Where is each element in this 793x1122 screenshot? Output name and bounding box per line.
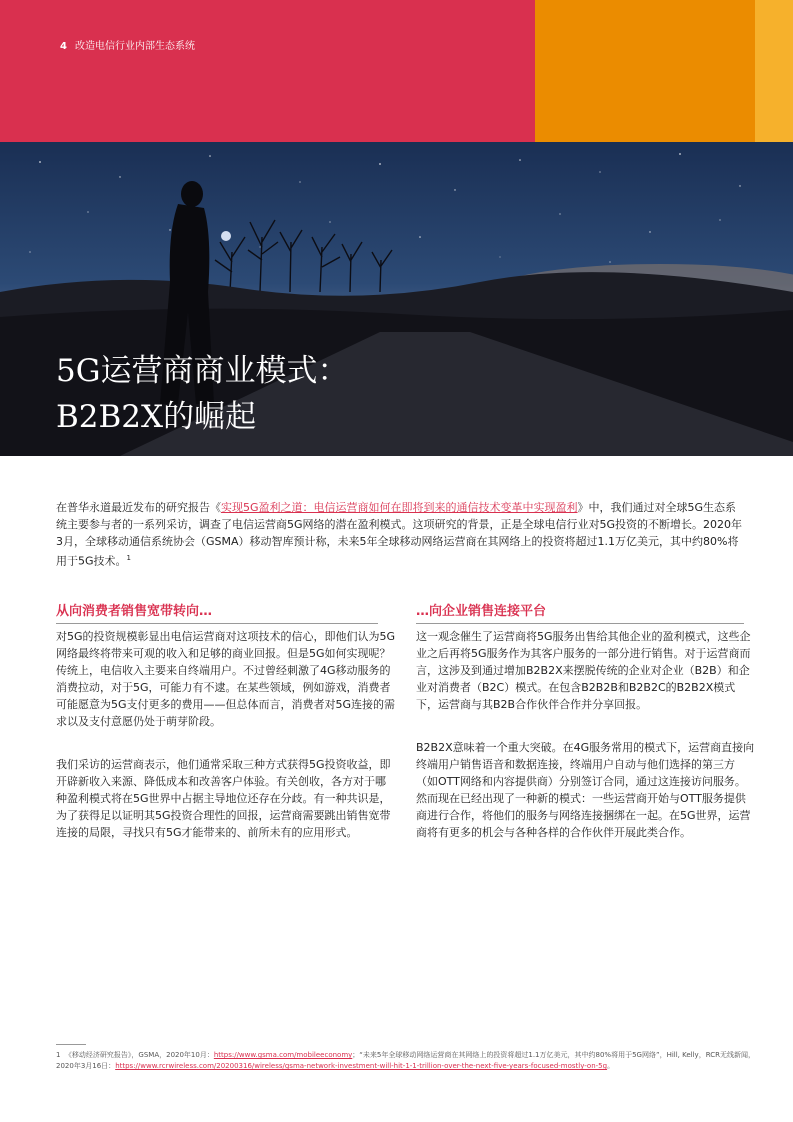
left-paragraph-1: 对5G的投资规模彰显出电信运营商对这项技术的信心，即他们认为5G网络最终将带来可观的收入和足够的商业回报。但是5G如何实现呢？传统上，电信收入主要来自终端用户。不过曾经刺激了4G移动服务的消费拉动，对于5G，可能力有不逮。在某些领域，例如游戏，消费者可能愿意为5G支付更多的费用——但总体而言，消费者对5G连接的需求以及支付意愿仍处于萌芽阶段。	[56, 630, 396, 728]
intro-paragraph	[56, 499, 744, 570]
hero-title-line-2: B2B2X的崛起	[56, 399, 257, 435]
hero-title	[56, 348, 349, 440]
stars	[29, 153, 740, 263]
hero-title-line-1: 5G运营商商业模式：	[56, 353, 349, 389]
right-column-heading: …向企业销售连接平台	[416, 604, 547, 619]
left-paragraph-2: 我们采访的运营商表示，他们通常采取三种方式获得5G投资收益，即开辟新收入来源、降低成本和改善客户体验。有关创收，各方对于哪种盈利模式将在5G世界中占据主导地位还存在分歧。有一种共识是，为了获得足以证明其5G投资合理性的回报，运营商需要跳出销售宽带连接的局限，寻找只有5G才能带来的、前所未有的应用形式。	[56, 758, 391, 839]
header-band-yellow	[755, 0, 793, 142]
phone-light	[221, 231, 231, 241]
footnote-text-1: 《移动经济研究报告》，GSMA，2020年10月：	[64, 1051, 214, 1059]
right-heading-rule	[416, 623, 744, 624]
report-link[interactable]: 实现5G盈利之道：电信运营商如何在即将到来的通信技术变革中实现盈利	[221, 501, 578, 514]
footnote	[56, 1050, 756, 1072]
intro-text-1: 在普华永道最近发布的研究报告《	[56, 501, 221, 514]
intro-text-2: 》中，我们通过对全球5G生态系统主要参与者的一系列采访，调查了电信运营商5G网络的潜在盈利模式。这项研究的背景，正是全球电信行业对5G投资的不断增长。2020年3月，全球移动通信系统协会（GSMA）移动智库预计称，未来5年全球移动网络运营商在其网络上的投资将超过1.1万亿美元，其中约80%将用于5G技术。	[56, 501, 743, 568]
left-heading-rule	[56, 623, 378, 624]
left-column-heading: 从向消费者销售宽带转向…	[56, 604, 213, 619]
footnote-link-1[interactable]: https://www.gsma.com/mobileeconomy	[213, 1051, 353, 1059]
right-paragraph-1: 这一观念催生了运营商将5G服务出售给其他企业的盈利模式，这些企业之后再将5G服务作为其客户服务的一部分进行销售。对于运营商而言，这涉及到通过增加B2B2X来摆脱传统的企业对企业（B2B）和企业对消费者（B2C）模式。在包含B2B2B和B2B2C的B2B2X模式下，运营商与其B2B合作伙伴合作并分享回报。	[416, 630, 751, 711]
running-header	[60, 37, 195, 52]
page-number: 4	[60, 41, 67, 52]
section-title: 改造电信行业内部生态系统	[74, 41, 195, 52]
header-band-red	[0, 0, 535, 142]
hero-image	[0, 142, 793, 456]
bare-trees	[215, 220, 392, 292]
footnote-divider	[56, 1044, 86, 1045]
right-paragraph-2: B2B2X意味着一个重大突破。在4G服务常用的模式下，运营商直接向终端用户销售语音和数据连接，终端用户自动与他们选择的第三方（如OTT网络和内容提供商）分别签订合同，通过这连接访问服务。然而现在已经出现了一种新的模式：一些运营商开始与OTT服务提供商进行合作，将他们的服务与网络连接捆绑在一起。在5G世界，运营商将有更多的机会与各种各样的合作伙伴开展此类合作。	[416, 741, 755, 839]
footnote-ref[interactable]: 1	[126, 554, 131, 562]
footnote-link-2[interactable]: https://www.rcrwireless.com/20200316/wireless/gsma-network-investment-will-hit-1-1-trillion-over-the-next-five-years-focused-mostly-on-5g	[115, 1062, 608, 1070]
footnote-text-2: ；“未来5年全球移动网络运营商在其网络上的投资将超过1.1万亿美元，其中约80%将用于5G网络”，Hill, Kelly，RCR无线新闻，2020年3月16日：	[56, 1051, 755, 1070]
header-band-orange	[535, 0, 755, 142]
footnote-number: 1	[56, 1051, 61, 1059]
footnote-text-3: 。	[607, 1062, 615, 1070]
